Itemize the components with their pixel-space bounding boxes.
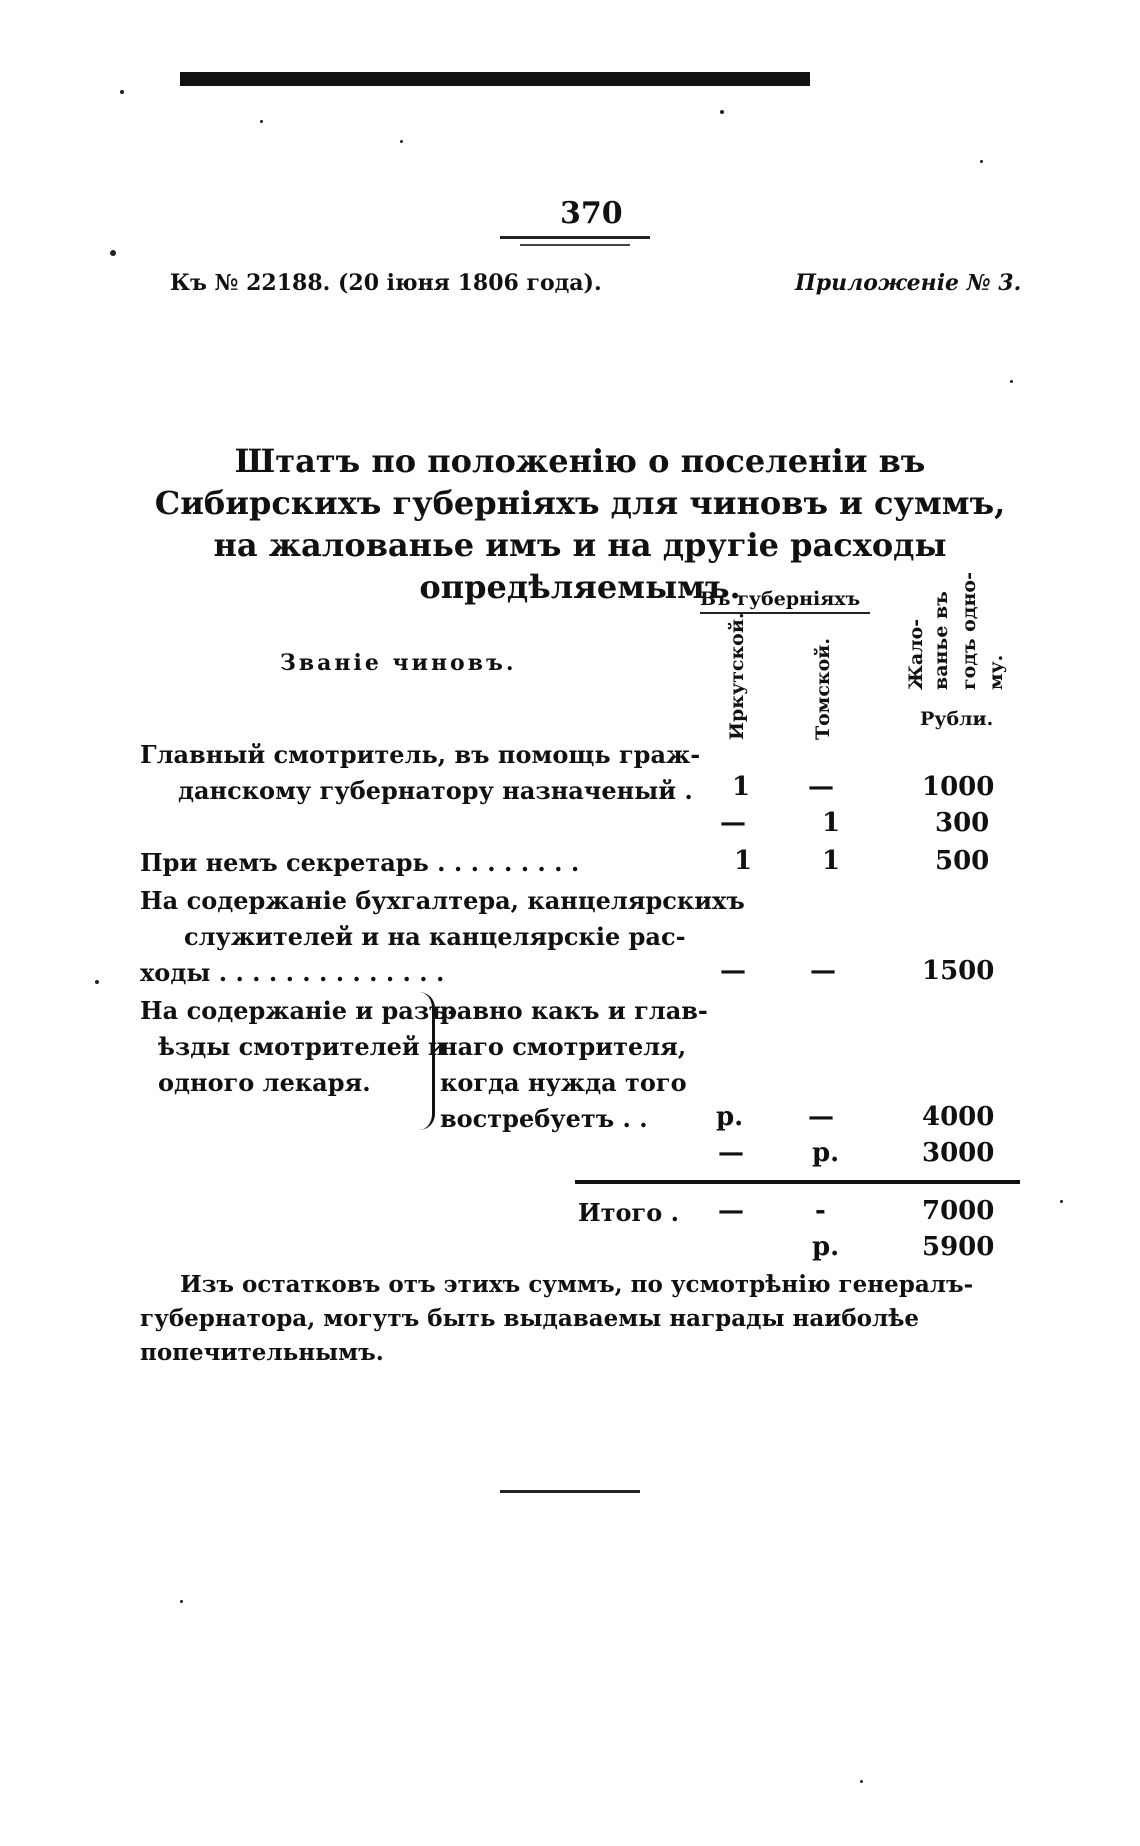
- scan-speck: [110, 250, 116, 256]
- table-row-label: На содержаніе и разъ-: [140, 996, 458, 1025]
- appendix-label: Приложеніе № 3.: [795, 270, 1022, 296]
- total-salary: 5900: [922, 1232, 995, 1262]
- total-rule: [575, 1180, 1020, 1184]
- cell-salary: 1000: [922, 772, 995, 802]
- scan-speck: [1060, 1200, 1063, 1203]
- scan-speck: [980, 160, 983, 163]
- table-row-label: наго смотрителя,: [440, 1032, 687, 1061]
- page-number-rule: [520, 244, 630, 246]
- scan-speck: [720, 110, 724, 114]
- cell-salary: 1500: [922, 956, 995, 986]
- top-scan-bar: [180, 72, 810, 86]
- table-row-label: На содержаніе бухгалтера, канцелярскихъ: [140, 886, 745, 915]
- column-header-unit: Рубли.: [920, 708, 994, 730]
- column-group-header: Въ губерніяхъ: [700, 588, 861, 610]
- table-row-label: одного лекаря.: [158, 1068, 371, 1097]
- cell-tomsk: —: [808, 772, 834, 802]
- table-row-label: когда нужда того: [440, 1068, 687, 1097]
- cell-irkutsk: —: [720, 956, 746, 986]
- column-header-salary: му.: [985, 654, 1007, 690]
- column-header-tomsk: Томской.: [812, 638, 834, 740]
- cell-salary: 3000: [922, 1138, 995, 1168]
- bracket: [418, 992, 435, 1130]
- table-row-label: При немъ секретарь . . . . . . . . .: [140, 848, 580, 877]
- scan-speck: [120, 90, 124, 94]
- total-irkutsk: —: [718, 1196, 744, 1226]
- page-number: 370: [560, 196, 623, 231]
- end-rule: [500, 1490, 640, 1493]
- scan-speck: [860, 1780, 863, 1783]
- total-tomsk: -: [815, 1196, 826, 1226]
- table-row-label: ѣзды смотрителей и: [158, 1032, 446, 1061]
- scan-speck: [180, 1600, 183, 1603]
- cell-salary: 500: [935, 846, 990, 876]
- table-row-label: данскому губернатору назначеный .: [178, 776, 693, 805]
- footnote-paragraph: Изъ остатковъ отъ этихъ суммъ, по усмотрѣнію генералъ-губернатора, могутъ быть выдаваемы награды наиболѣе попечительнымъ.: [140, 1271, 974, 1366]
- document-reference: Къ № 22188. (20 іюня 1806 года).: [170, 270, 602, 296]
- document-title: Штатъ по положенію о поселеніи въ Сибирскихъ губерніяхъ для чиновъ и суммъ, на жалованье имъ и на другіе расходы опредѣляемымъ.: [154, 442, 1006, 606]
- cell-irkutsk: 1: [734, 846, 753, 876]
- cell-salary: 4000: [922, 1102, 995, 1132]
- cell-irkutsk: —: [720, 808, 746, 838]
- scan-speck: [400, 140, 403, 143]
- cell-tomsk: —: [810, 956, 836, 986]
- scan-speck: [95, 980, 99, 984]
- cell-tomsk: —: [808, 1102, 834, 1132]
- table-row-label: ходы . . . . . . . . . . . . . .: [140, 958, 445, 987]
- column-header-irkutsk: Иркутской.: [726, 612, 748, 740]
- total-label: Итого .: [578, 1198, 679, 1227]
- column-header-salary: Жало-: [905, 618, 927, 690]
- table-row-label: равно какъ и глав-: [440, 996, 708, 1025]
- cell-irkutsk: —: [718, 1138, 744, 1168]
- cell-tomsk: 1: [822, 808, 841, 838]
- cell-irkutsk: 1: [732, 772, 751, 802]
- page-number-rule: [500, 236, 650, 239]
- table-row-label: востребуетъ . .: [440, 1104, 648, 1133]
- scan-speck: [260, 120, 263, 123]
- total-salary: 7000: [922, 1196, 995, 1226]
- cell-salary: 300: [935, 808, 990, 838]
- cell-tomsk: р.: [812, 1138, 840, 1168]
- table-row-label: служителей и на канцелярскіе рас-: [184, 922, 686, 951]
- total-tomsk: р.: [812, 1232, 840, 1262]
- scan-speck: [1010, 380, 1013, 383]
- column-header-salary: годъ одно-: [958, 572, 980, 690]
- table-row-label: Главный смотритель, въ помощь граж-: [140, 740, 701, 769]
- cell-tomsk: 1: [822, 846, 841, 876]
- column-header-salary: ванье въ: [930, 591, 952, 690]
- cell-irkutsk: р.: [716, 1102, 744, 1132]
- column-header-rank: Званіе чиновъ.: [280, 650, 517, 676]
